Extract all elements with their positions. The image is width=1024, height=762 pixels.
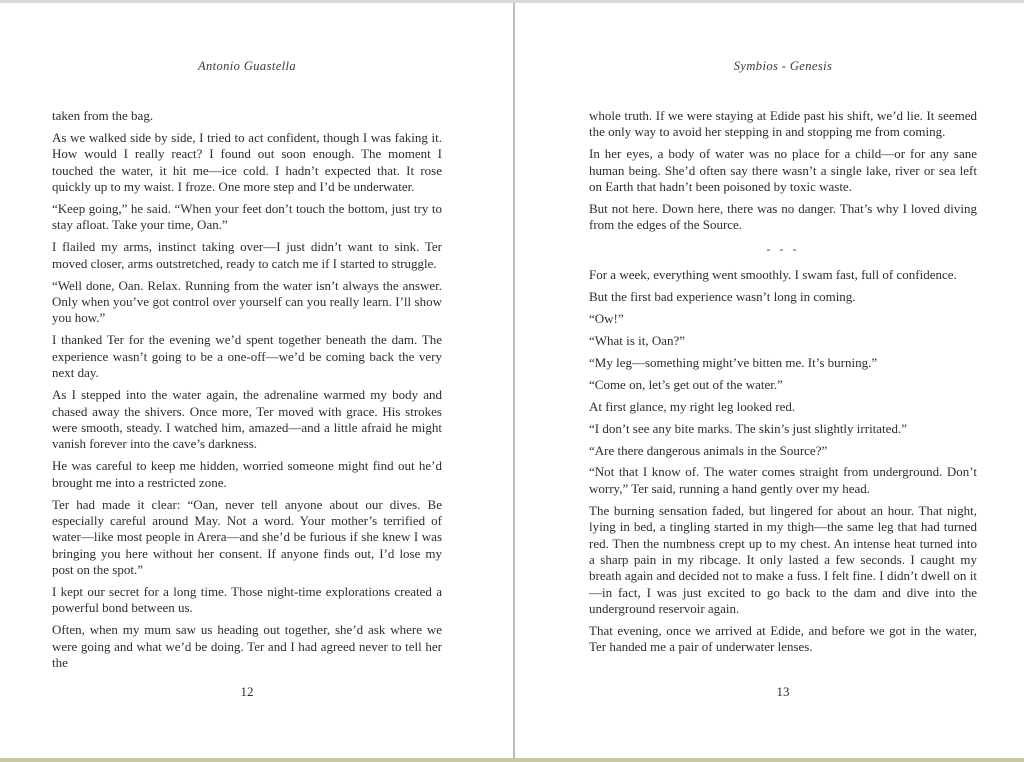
paragraph: I thanked Ter for the evening we’d spent together beneath the dam. The experience wasn’t going to be a one-off—we’d be coming back the very next day. <box>52 332 442 381</box>
paragraph: whole truth. If we were staying at Edide past his shift, we’d lie. It seemed the only way to avoid her stepping in and stopping me from coming. <box>589 108 977 140</box>
paragraph: That evening, once we arrived at Edide, and before we got in the water, Ter handed me a pair of underwater lenses. <box>589 623 977 655</box>
window-bottom-border <box>0 758 1024 762</box>
paragraph: Often, when my mum saw us heading out together, she’d ask where we were going and what we’d be doing. Ter and I had agreed never to tell her the <box>52 622 442 671</box>
paragraph: The burning sensation faded, but lingered for about an hour. That night, lying in bed, a tingling started in my thigh—the same leg that had turned red. Then the numbness crept up to my chest. An intense heat turned into a sharp pain in my ribcage. It only lasted a few seconds. I caught my breath again and decided not to make a fuss. I felt fine. I didn’t dwell on it—in fact, I was just excited to go back to the dam and dive into the underground reservoir again. <box>589 502 977 617</box>
page-number-right: 13 <box>776 684 790 699</box>
paragraph: For a week, everything went smoothly. I swam fast, full of confidence. <box>589 267 957 283</box>
right-page-text <box>589 108 977 656</box>
paragraph: Ter had made it clear: “Oan, never tell anyone about our dives. Be especially careful around May. Not a word. Your mother’s terrified of water—like most people in Arera—and she’d be furious if she knew I was bringing you here without her consent. If anyone finds out, I’d lose my post on the spot.” <box>52 496 442 578</box>
right-page <box>515 3 1024 758</box>
left-page-text <box>52 108 442 672</box>
paragraph: “Well done, Oan. Relax. Running from the water isn’t always the answer. Only when you’ve got control over yourself can you really learn. I’ll show you how.” <box>52 277 442 326</box>
paragraph: taken from the bag. <box>52 108 154 123</box>
paragraph: “Keep going,” he said. “When your feet don’t touch the bottom, just try to stay afloat. Take your time, Oan.” <box>52 201 442 233</box>
paragraph: I kept our secret for a long time. Those night-time explorations created a powerful bond between us. <box>52 584 442 616</box>
paragraph: But not here. Down here, there was no danger. That’s why I loved diving from the edges of the Source. <box>589 201 977 233</box>
left-page <box>0 3 513 758</box>
paragraph: “Come on, let’s get out of the water.” <box>589 376 783 392</box>
paragraph: “My leg—something might’ve bitten me. It’s burning.” <box>589 354 878 370</box>
page-number-left: 12 <box>240 684 254 699</box>
paragraph: As we walked side by side, I tried to act confident, though I was faking it. How would I really react? I found out soon enough. The moment I touched the water, it hit me—ice cold. I hadn’t expected that. It rose quickly up to my waist. I froze. One more step and I’d be underwater. <box>52 129 442 195</box>
paragraph: “What is it, Oan?” <box>589 332 686 348</box>
paragraph: In her eyes, a body of water was no place for a child—or for any sane human being. She’d often say there wasn’t a single lake, river or sea left on Earth that hadn’t been poisoned by toxic waste. <box>589 146 977 195</box>
running-header-title: Symbios - Genesis <box>733 59 833 73</box>
paragraph: “I don’t see any bite marks. The skin’s just slightly irritated.” <box>589 420 907 436</box>
running-header-author: Antonio Guastella <box>197 59 297 73</box>
two-page-spread <box>0 3 1024 758</box>
paragraph: But the first bad experience wasn’t long in coming. <box>589 289 856 305</box>
paragraph: “Are there dangerous animals in the Source?” <box>589 442 828 458</box>
paragraph: I flailed my arms, instinct taking over—I just didn’t want to sink. Ter moved closer, arms outstretched, ready to catch me if I started to struggle. <box>52 239 442 271</box>
paragraph: As I stepped into the water again, the adrenaline warmed my body and chased away the shivers. Once more, Ter moved with grace. His strokes were smooth, steady. I watched him, amazed—and a little afraid he might vanish forever into the cave’s darkness. <box>52 387 442 452</box>
paragraph: “Ow!” <box>589 311 624 327</box>
paragraph: He was careful to keep me hidden, worried someone might find out he’d brought me into a restricted zone. <box>52 458 442 490</box>
scene-break-separator: - - - <box>766 241 800 256</box>
paragraph: At first glance, my right leg looked red. <box>589 398 796 414</box>
paragraph: “Not that I know of. The water comes straight from underground. Don’t worry,” Ter said, running a hand gently over my head. <box>589 464 977 496</box>
